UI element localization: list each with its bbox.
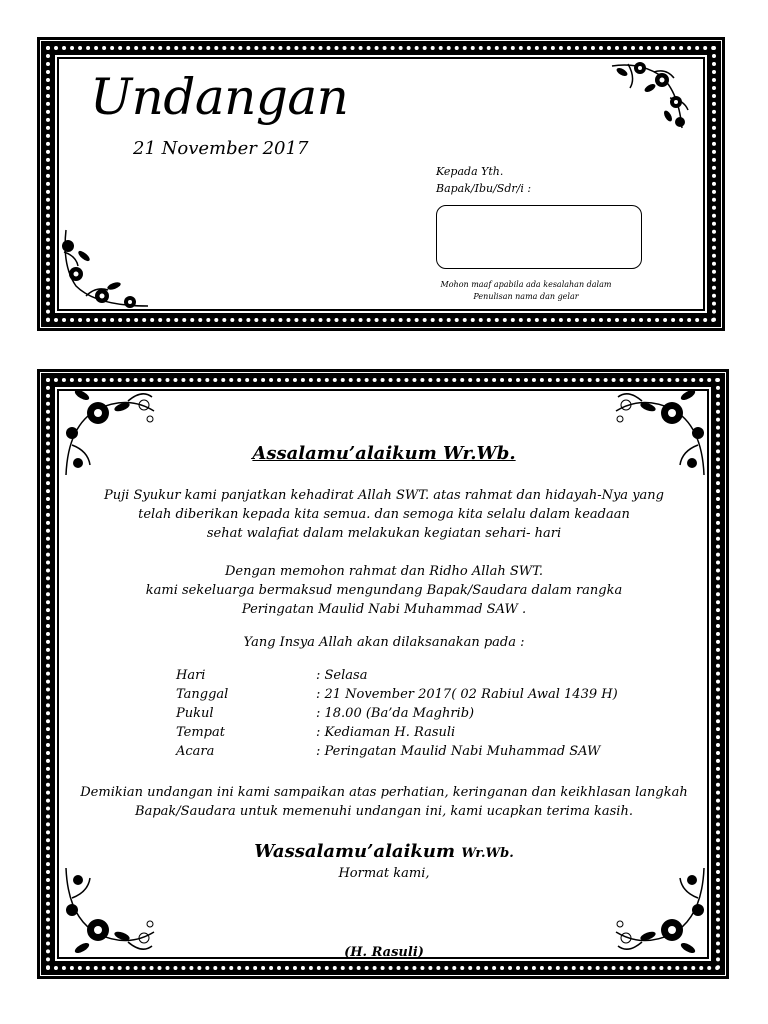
invite-paragraph: [60, 562, 708, 619]
detail-label: Tanggal: [176, 687, 229, 702]
schedule-intro: Yang Insya Allah akan dilaksanakan pada :: [243, 635, 525, 650]
detail-value: : Peringatan Maulid Nabi Muhammad SAW: [316, 744, 601, 759]
regards-text: Hormat kami,: [338, 866, 430, 881]
apology-note-line-1: Mohon maaf apabila ada kesalahan dalam: [440, 280, 612, 289]
signature-name: (H. Rasuli): [344, 945, 424, 960]
detail-label: Pukul: [176, 706, 214, 721]
closing-line-2: Bapak/Saudara untuk memenuhi undangan ini, kami ucapkan terima kasih.: [135, 804, 633, 819]
invite-line-2: kami sekeluarga bermaksud mengundang Bapak/Saudara dalam rangka: [145, 583, 623, 598]
detail-row-time: [176, 706, 474, 721]
detail-row-date: [176, 687, 618, 702]
closing-greeting: [0, 841, 768, 862]
closing-paragraph: [60, 783, 708, 821]
detail-value: : 21 November 2017( 02 Rabiul Awal 1439 H): [316, 687, 618, 702]
detail-value: : Kediaman H. Rasuli: [316, 725, 456, 740]
closing-greeting-main: Wassalamu’alaikum: [254, 841, 456, 862]
recipient-line-1: Kepada Yth.: [436, 165, 504, 178]
envelope-date: 21 November 2017: [133, 138, 309, 159]
recipient-name-box[interactable]: [436, 205, 642, 269]
intro-line-1: Puji Syukur kami panjatkan kehadirat Allah SWT. atas rahmat dan hidayah-Nya yang: [104, 488, 664, 503]
detail-row-event: [176, 744, 600, 759]
recipient-line-2: Bapak/Ibu/Sdr/i :: [436, 182, 532, 195]
flower-ornament-icon: [608, 58, 692, 138]
detail-row-place: [176, 725, 455, 740]
closing-greeting-suffix: Wr.Wb.: [461, 846, 514, 861]
detail-value: : 18.00 (Ba’da Maghrib): [316, 706, 475, 721]
apology-note: [436, 279, 616, 303]
invite-line-1: Dengan memohon rahmat dan Ridho Allah SWT.: [224, 564, 543, 579]
detail-label: Acara: [176, 744, 215, 759]
detail-value: : Selasa: [316, 668, 368, 683]
detail-label: Hari: [176, 668, 206, 683]
apology-note-line-2: Penulisan nama dan gelar: [473, 292, 579, 301]
envelope-title: Undangan: [90, 68, 349, 126]
detail-label: Tempat: [176, 725, 225, 740]
flower-ornament-icon: [58, 385, 158, 480]
detail-row-day: [176, 668, 367, 683]
recipient-label: [436, 163, 531, 197]
intro-line-3: sehat walafiat dalam melakukan kegiatan sehari- hari: [206, 526, 562, 541]
invite-line-3: Peringatan Maulid Nabi Muhammad SAW .: [241, 602, 527, 617]
closing-line-1: Demikian undangan ini kami sampaikan atas perhatian, keringanan dan keikhlasan langkah: [80, 785, 688, 800]
flower-ornament-icon: [612, 385, 712, 480]
opening-greeting: Assalamu’alaikum Wr.Wb.: [252, 443, 516, 464]
flower-ornament-icon: [56, 226, 152, 310]
intro-line-2: telah diberikan kepada kita semua. dan semoga kita selalu dalam keadaan: [138, 507, 630, 522]
intro-paragraph: [60, 486, 708, 543]
